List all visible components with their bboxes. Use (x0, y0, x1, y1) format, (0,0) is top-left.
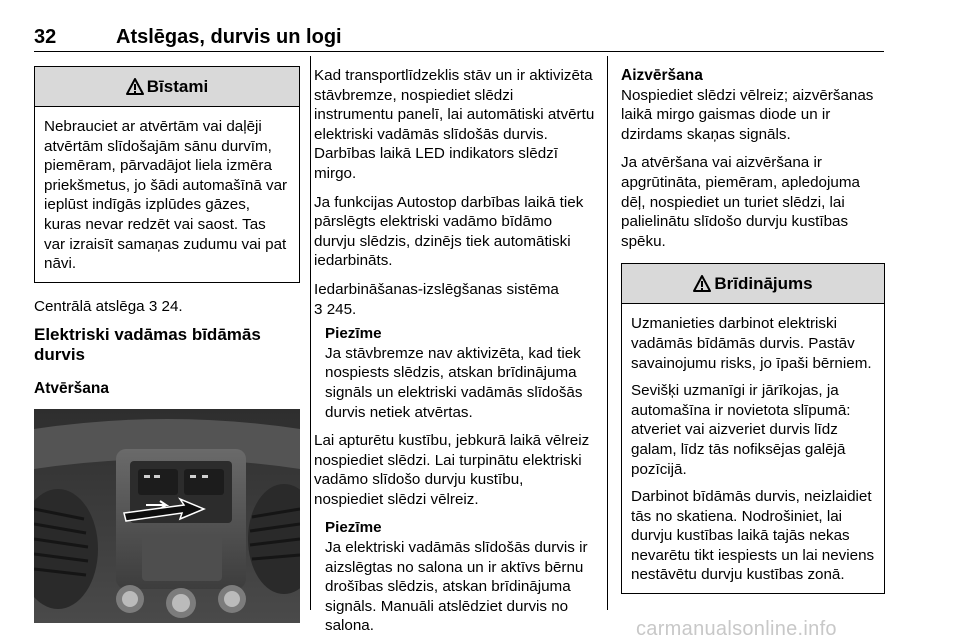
caution-box-title: Brīdinājums (714, 274, 813, 294)
page-ref-arrow-icon: 3 (148, 297, 158, 315)
section-title: Elektriski vadāmas bīdāmās durvis (34, 325, 261, 365)
note (314, 324, 596, 422)
danger-box-header (35, 67, 299, 107)
caution-text: Sevišķi uzmanīgi ir jārīkojas, ja automašīna ir novietota slīpumā: atveriet vai aizveriet durvis līdz galam, līdz tās nofiksējas galējā pozīcijā. (631, 382, 851, 478)
caution-text: Darbinot bīdāmās durvis, neizlaidiet tās no skatiena. Nodrošiniet, lai durvju kustības laikā tajās nekas nevarētu tikt iespiests un lai neviens nestāvētu durvju kustības zonā. (631, 488, 875, 584)
paragraph: Lai apturētu kustību, jebkurā laikā vēlreiz nospiediet slēdzi. Lai turpinātu elektriski vadāmo slīdošo durvju kustību, nospiediet slēdzi vēlreiz. (314, 432, 590, 508)
dashboard-switch-photo (34, 409, 300, 623)
note-text: Ja elektriski vadāmās slīdošās durvis ir aizslēgtas no salona un ir aktīvs bērnu drošības slēdzis, atskan brīdinājuma signāls. Manuāli atslēdziet durvis no salona. (325, 539, 588, 635)
watermark: carmanualsonline.info (636, 618, 837, 640)
caution-box-header (622, 264, 884, 304)
paragraph: Ja funkcijas Autostop darbības laikā tiek pārslēgts elektriski vadāmo bīdāmo durvju slēdzis, dzinējs tiek automātiski iedarbināts. (314, 193, 584, 270)
note (314, 518, 596, 636)
column-3 (621, 66, 885, 608)
page-number: 32 (34, 26, 57, 48)
stop-start-reference: Iedarbināšanas-izslēgšanas sistēma 3 245. (314, 280, 559, 318)
central-lock-reference: Centrālā atslēga 3 24. (34, 297, 183, 315)
column-divider (310, 56, 311, 610)
page-header (34, 26, 884, 52)
danger-box-text: Nebrauciet ar atvērtām vai daļēji atvērtām slīdošajām sānu durvīm, piemēram, pārvadājot liela izmēra priekšmetus, jo šādi automašīnā var ieplūst indīgās izplūdes gāzes, kuras nevar redzēt vai saost. Tas var izraisīt samaņas zudumu vai pat nāvi. (44, 118, 288, 273)
page-ref-arrow-icon: 3 (314, 300, 323, 318)
danger-box (34, 66, 300, 283)
caution-text: Uzmanieties darbinot elektriski vadāmās bīdāmās durvis. Pastāv savainojumu risks, jo īpaši bērniem. (631, 315, 872, 372)
caution-box (621, 263, 885, 594)
note-title: Piezīme (325, 325, 382, 343)
paragraph: Nospiediet slēdzi vēlreiz; aizvēršanas laikā mirgo gaismas diode un ir dzirdams skaņas signāls. (621, 86, 874, 143)
column-divider (607, 56, 608, 610)
paragraph: Ja atvēršana vai aizvēršana ir apgrūtināta, piemēram, apledojuma dēļ, nospiediet un turiet slēdzi, lai palielinātu slīdošo durvju kustības spēku. (621, 154, 860, 250)
note-title: Piezīme (325, 519, 382, 537)
column-2 (314, 66, 596, 642)
page-title: Atslēgas, durvis un logi (116, 26, 342, 48)
paragraph: Kad transportlīdzeklis stāv un ir aktivizēta stāvbremze, nospiediet slēdzi instrumentu panelī, lai automātiski atvērtu elektriski vadāmās slīdošās durvis. Darbības laikā LED indikators slēdzī mirgo. (314, 67, 595, 182)
danger-box-title: Bīstami (146, 76, 209, 96)
warning-triangle-icon (693, 275, 711, 293)
note-text: Ja stāvbremze nav aktivizēta, kad tiek nospiests slēdzis, atskan brīdinājuma signāls un elektriski vadāmās slīdošās durvis netiek atvērtas. (325, 344, 583, 421)
opening-title: Atvēršana (34, 380, 109, 398)
warning-triangle-icon (126, 78, 144, 96)
column-1 (34, 66, 300, 623)
closing-title: Aizvēršana (621, 67, 703, 84)
